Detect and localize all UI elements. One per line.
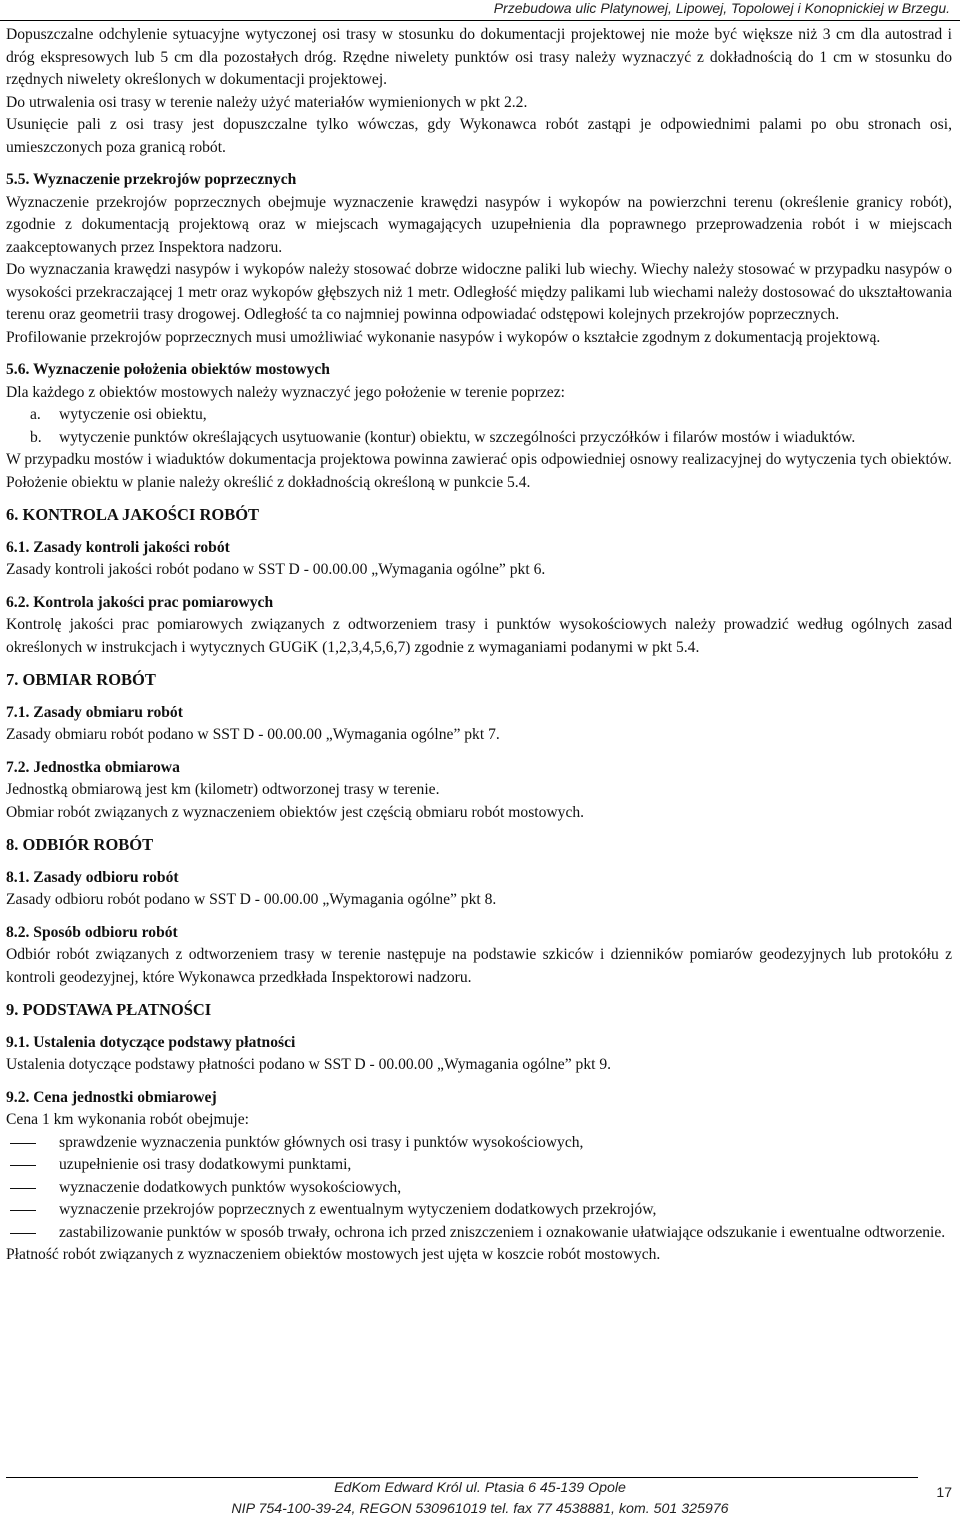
chapter-heading: 9. PODSTAWA PŁATNOŚCI bbox=[6, 1000, 212, 1019]
list-item bbox=[6, 404, 952, 427]
list-item bbox=[6, 1177, 952, 1200]
section-heading: 8.1. Zasady odbioru robót bbox=[6, 868, 179, 886]
list-item-text: wyznaczenie przekrojów poprzecznych z ewentualnym wytyczeniem dodatkowych przekrojów, bbox=[59, 1201, 657, 1218]
paragraph: Odbiór robót związanych z odtworzeniem trasy w terenie następuje na podstawie szkiców i dzienników pomiarów geodezyjnych lub protokółu z kontroli geodezyjnej, które Wykonawca przedkłada Inspektorowi nadzoru. bbox=[6, 946, 952, 986]
paragraph: Dla każdego z obiektów mostowych należy wyznaczyć jego położenie w terenie poprzez: bbox=[6, 383, 565, 401]
paragraph: Zasady kontroli jakości robót podano w SST D - 00.00.00 „Wymagania ogólne” pkt 6. bbox=[6, 561, 546, 578]
list-item bbox=[6, 1132, 952, 1155]
dash-bullet-icon bbox=[10, 1188, 36, 1189]
page-number: 17 bbox=[936, 1484, 952, 1500]
section-heading: 6.1. Zasady kontroli jakości robót bbox=[6, 538, 230, 556]
dash-bullet-icon bbox=[10, 1165, 36, 1166]
dash-bullet-icon bbox=[10, 1233, 36, 1234]
list-item bbox=[6, 1222, 952, 1245]
paragraph: Ustalenia dotyczące podstawy płatności podano w SST D - 00.00.00 „Wymagania ogólne” pkt 9. bbox=[6, 1056, 612, 1073]
section-heading: 5.5. Wyznaczenie przekrojów poprzecznych bbox=[6, 171, 297, 188]
running-header: Przebudowa ulic Platynowej, Lipowej, Topolowej i Konopnickiej w Brzegu. bbox=[0, 0, 960, 21]
paragraph: Płatność robót związanych z wyznaczeniem obiektów mostowych jest ujęta w koszcie robót mostowych. bbox=[6, 1246, 661, 1263]
list-item-text: wytyczenie osi obiektu, bbox=[59, 406, 207, 423]
footer-company: EdKom Edward Król ul. Ptasia 6 45-139 Opole bbox=[334, 1480, 626, 1496]
paragraph: Profilowanie przekrojów poprzecznych musi umożliwiać wykonanie nasypów i wykopów o kształcie zgodnym z dokumentacją projektową. bbox=[6, 328, 881, 346]
paragraph: W przypadku mostów i wiaduktów dokumentacja projektowa powinna zawierać opis odpowiedniej osnowy realizacyjnej do wytyczenia tych obiektów. bbox=[6, 451, 952, 468]
paragraph: Do wyznaczania krawędzi nasypów i wykopów należy stosować dobrze widoczne paliki lub wiechy. Wiechy należy stosować w przypadku nasypów o wysokości przekraczającej 1 metr oraz wykopów głębszych niż 1 metr. Odległość między palikami lub wiechami należy dostosować do ukształtowania terenu oraz geometrii trasy drogowej. Odległość ta co najmniej powinna odpowiadać odstępowi kolejnych przekrojów poprzecznych. bbox=[6, 261, 952, 323]
section-heading: 7.2. Jednostka obmiarowa bbox=[6, 758, 180, 776]
list-item-text: uzupełnienie osi trasy dodatkowymi punktami, bbox=[59, 1156, 352, 1173]
footer-contact: NIP 754-100-39-24, REGON 530961019 tel. fax 77 4538881, kom. 501 325976 bbox=[231, 1501, 729, 1517]
footer-divider bbox=[6, 1477, 918, 1478]
paragraph: Wyznaczenie przekrojów poprzecznych obejmuje wyznaczenie krawędzi nasypów i wykopów na powierzchni terenu (określenie granicy robót), zgodnie z dokumentacją projektową oraz w miejscach wymagających uzupełnienia dla poprawnego przeprowadzenia robót i w miejscach zaakceptowanych przez Inspektora nadzoru. bbox=[6, 193, 952, 256]
chapter-heading: 7. OBMIAR ROBÓT bbox=[6, 670, 156, 689]
paragraph: Obmiar robót związanych z wyznaczeniem obiektów jest częścią obmiaru robót mostowych. bbox=[6, 803, 585, 821]
section-heading: 8.2. Sposób odbioru robót bbox=[6, 923, 178, 941]
paragraph: Jednostką obmiarową jest km (kilometr) odtworzonej trasy w terenie. bbox=[6, 781, 440, 798]
list-item-text: wytyczenie punktów określających usytuowanie (kontur) obiektu, w szczególności przyczółków i filarów mostów i wiaduktów. bbox=[59, 428, 856, 446]
paragraph: Zasady odbioru robót podano w SST D - 00.00.00 „Wymagania ogólne” pkt 8. bbox=[6, 891, 497, 908]
section-heading: 9.1. Ustalenia dotyczące podstawy płatności bbox=[6, 1033, 296, 1051]
paragraph: Zasady obmiaru robót podano w SST D - 00.00.00 „Wymagania ogólne” pkt 7. bbox=[6, 726, 500, 743]
list-item-text: zastabilizowanie punktów w sposób trwały, ochrona ich przed zniszczeniem i oznakowanie ułatwiające odszukanie i ewentualne odtworzenie. bbox=[59, 1223, 946, 1241]
section-heading: 7.1. Zasady obmiaru robót bbox=[6, 703, 183, 721]
list-marker: a. bbox=[30, 406, 41, 423]
paragraph: Usunięcie pali z osi trasy jest dopuszczalne tylko wówczas, gdy Wykonawca robót zastąpi je odpowiednimi palami po obu stronach osi, umieszczonych poza granicą robót. bbox=[6, 116, 952, 156]
dash-list bbox=[6, 1132, 952, 1245]
list-item bbox=[6, 1199, 952, 1222]
lettered-list bbox=[6, 404, 952, 449]
list-marker: b. bbox=[30, 428, 42, 446]
paragraph: Do utrwalenia osi trasy w terenie należy użyć materiałów wymienionych w pkt 2.2. bbox=[6, 93, 528, 111]
section-heading: 5.6. Wyznaczenie położenia obiektów mostowych bbox=[6, 361, 330, 378]
paragraph: Położenie obiektu w planie należy określić z dokładnością określoną w punkcie 5.4. bbox=[6, 473, 531, 491]
paragraph: Dopuszczalne odchylenie sytuacyjne wytyczonej osi trasy w stosunku do dokumentacji projektowej nie może być większe niż 3 cm dla autostrad i dróg ekspresowych lub 5 cm dla pozostałych dróg. Rzędne niwelety punktów osi trasy należy wyznaczyć z dokładnością do 1 cm w stosunku do rzędnych niwelety określonych w dokumentacji projektowej. bbox=[6, 26, 952, 88]
dash-bullet-icon bbox=[10, 1210, 36, 1211]
document-body bbox=[6, 24, 952, 1267]
dash-bullet-icon bbox=[10, 1143, 36, 1144]
list-item bbox=[6, 1154, 952, 1177]
section-heading: 9.2. Cena jednostki obmiarowej bbox=[6, 1088, 217, 1106]
chapter-heading: 8. ODBIÓR ROBÓT bbox=[6, 835, 154, 854]
list-item-text: wyznaczenie dodatkowych punktów wysokościowych, bbox=[59, 1178, 402, 1196]
paragraph: Kontrolę jakości prac pomiarowych związanych z odtworzeniem trasy i punktów wysokościowych należy prowadzić według ogólnych zasad określonych w instrukcjach i wytycznych GUGiK (1,2,3,4,5,6,7) zgodnie z wymaganiami podanymi w pkt 5.4. bbox=[6, 616, 952, 656]
chapter-heading: 6. KONTROLA JAKOŚCI ROBÓT bbox=[6, 505, 260, 524]
list-item bbox=[6, 427, 952, 450]
list-item-text: sprawdzenie wyznaczenia punktów głównych osi trasy i punktów wysokościowych, bbox=[59, 1133, 584, 1151]
paragraph: Cena 1 km wykonania robót obejmuje: bbox=[6, 1111, 249, 1128]
section-heading: 6.2. Kontrola jakości prac pomiarowych bbox=[6, 593, 274, 611]
